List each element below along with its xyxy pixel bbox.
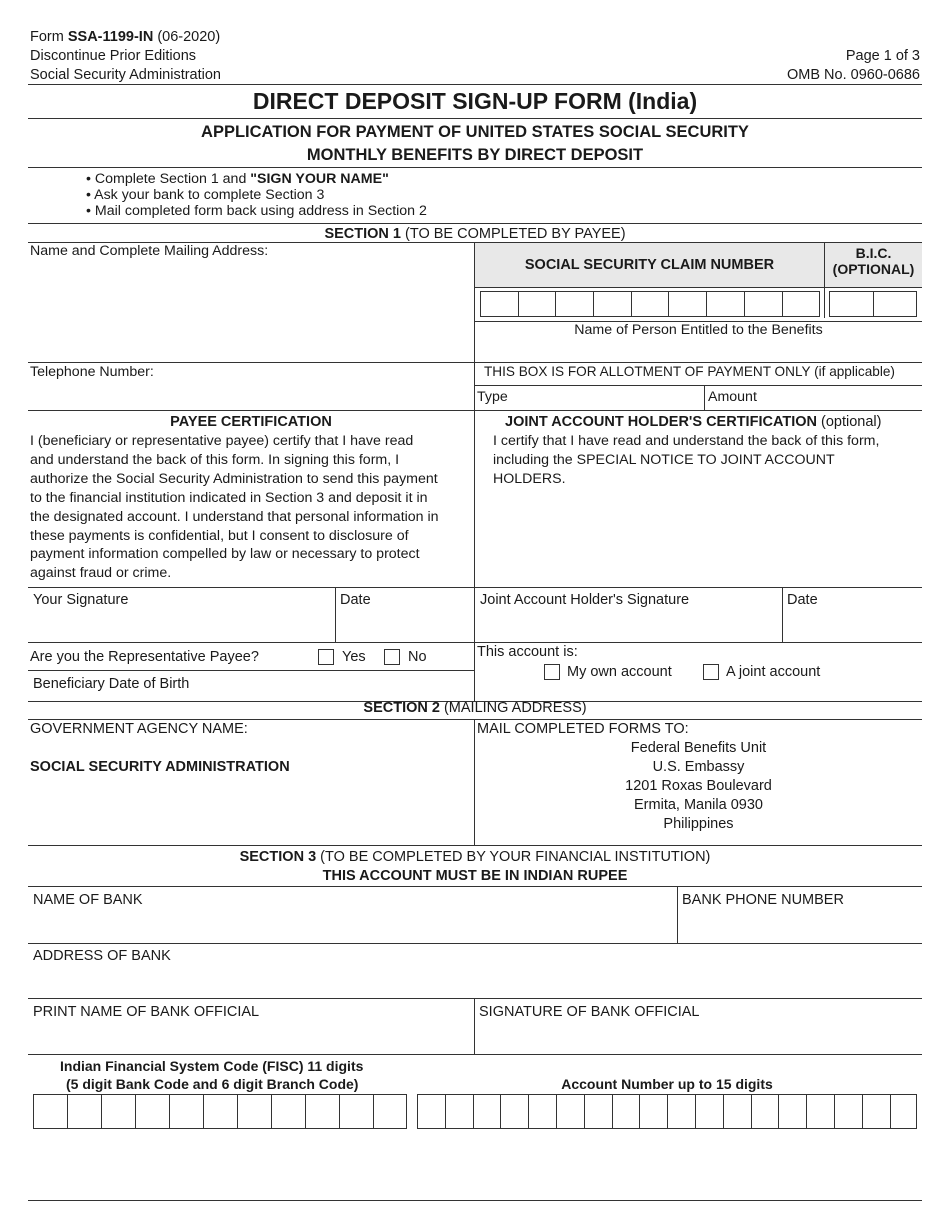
claim-number-boxes[interactable] — [480, 291, 820, 317]
address-line: Ermita, Manila 0930 — [634, 797, 763, 813]
account-number-label: Account Number up to 15 digits — [561, 1076, 773, 1092]
joint-certification-text — [493, 432, 879, 489]
date-field[interactable] — [340, 608, 470, 640]
bank-phone-label: BANK PHONE NUMBER — [682, 892, 844, 908]
digit-box[interactable] — [481, 291, 519, 317]
fisc-label-line-2: (5 digit Bank Code and 6 digit Branch Code) — [66, 1076, 359, 1092]
divider — [28, 886, 922, 887]
form-date: (06-2020) — [153, 29, 221, 45]
cert-line: authorize the Social Security Administration to send this payment — [30, 470, 438, 487]
your-signature-field[interactable] — [30, 608, 330, 640]
column-divider — [474, 242, 475, 702]
telephone-label: Telephone Number: — [30, 364, 154, 380]
mail-to-label: MAIL COMPLETED FORMS TO: — [477, 721, 689, 737]
section-3-label: SECTION 3 — [239, 849, 317, 865]
bank-phone-field[interactable] — [680, 908, 918, 940]
digit-box[interactable] — [594, 291, 632, 317]
mailing-address — [475, 739, 922, 834]
allotment-label: THIS BOX IS FOR ALLOTMENT OF PAYMENT ONLY (if applicable) — [484, 364, 895, 379]
digit-box[interactable] — [501, 1094, 529, 1129]
form-number: SSA-1199-IN — [67, 29, 154, 45]
account-number-boxes[interactable] — [417, 1094, 917, 1129]
cert-line: including the SPECIAL NOTICE TO JOINT ACCOUNT — [493, 451, 835, 468]
divider — [28, 1054, 922, 1055]
no-label: No — [408, 649, 427, 665]
form-number-line — [30, 28, 220, 46]
divider — [475, 287, 922, 288]
section-1-label: SECTION 1 — [324, 226, 401, 242]
divider — [28, 587, 922, 588]
fisc-label-line-1: Indian Financial System Code (FISC) 11 digits — [60, 1058, 364, 1074]
section-1-description: (TO BE COMPLETED BY PAYEE) — [401, 226, 626, 242]
digit-box[interactable] — [707, 291, 745, 317]
digit-box[interactable] — [863, 1094, 891, 1129]
digit-box[interactable] — [891, 1094, 917, 1129]
amount-label[interactable]: Amount — [708, 389, 757, 405]
section-1-heading — [28, 225, 922, 243]
digit-box[interactable] — [446, 1094, 474, 1129]
joint-cert-title-text: JOINT ACCOUNT HOLDER'S CERTIFICATION — [505, 414, 817, 430]
own-account-label: My own account — [567, 664, 672, 680]
no-checkbox[interactable] — [384, 649, 400, 665]
account-is-label: This account is: — [477, 644, 578, 660]
digit-box[interactable] — [830, 291, 874, 317]
divider — [28, 845, 922, 846]
digit-box[interactable] — [613, 1094, 641, 1129]
divider — [28, 223, 922, 224]
instruction-3: • Mail completed form back using address in Section 2 — [86, 203, 427, 219]
telephone-field[interactable] — [30, 380, 470, 408]
digit-box[interactable] — [752, 1094, 780, 1129]
divider — [28, 362, 922, 363]
name-address-label: Name and Complete Mailing Address: — [30, 243, 269, 259]
claim-number-label: SOCIAL SECURITY CLAIM NUMBER — [524, 257, 775, 273]
digit-box[interactable] — [640, 1094, 668, 1129]
divider — [28, 670, 474, 671]
digit-box[interactable] — [272, 1094, 306, 1129]
official-name-label: PRINT NAME OF BANK OFFICIAL — [33, 1004, 260, 1020]
cert-line: the designated account. I understand that personal information in — [30, 508, 439, 525]
payee-certification-title: PAYEE CERTIFICATION — [170, 414, 332, 430]
rep-payee-question: Are you the Representative Payee? — [30, 649, 259, 665]
digit-box[interactable] — [519, 291, 557, 317]
form-prefix: Form — [30, 29, 68, 45]
address-line: Federal Benefits Unit — [630, 740, 767, 756]
cert-line: payment information compelled by law or necessary to protect — [30, 546, 420, 563]
column-divider — [704, 385, 705, 410]
joint-date-field[interactable] — [787, 608, 917, 640]
fisc-boxes[interactable] — [33, 1094, 407, 1129]
agency-name: Social Security Administration — [30, 67, 221, 83]
digit-box[interactable] — [418, 1094, 446, 1129]
joint-date-label: Date — [787, 592, 818, 608]
bank-name-field[interactable] — [30, 908, 670, 940]
address-line: Philippines — [663, 816, 734, 832]
divider — [28, 410, 922, 411]
subtitle-line-2: MONTHLY BENEFITS BY DIRECT DEPOSIT — [306, 146, 644, 164]
cert-line: I certify that I have read and understand the back of this form, — [493, 433, 880, 449]
bank-address-label: ADDRESS OF BANK — [33, 948, 171, 964]
digit-box[interactable] — [835, 1094, 863, 1129]
yes-checkbox[interactable] — [318, 649, 334, 665]
type-label[interactable]: Type — [477, 389, 508, 405]
bic-label-line-2: (OPTIONAL) — [832, 261, 915, 277]
digit-box[interactable] — [669, 291, 707, 317]
yes-label: Yes — [342, 649, 366, 665]
page-title: DIRECT DEPOSIT SIGN-UP FORM (India) — [252, 88, 698, 114]
cert-line: and understand the back of this form. In signing this form, I — [30, 451, 400, 468]
section-2-description: (MAILING ADDRESS) — [439, 700, 587, 716]
cert-line: I (beneficiary or representative payee) certify that I have read — [30, 433, 414, 449]
bank-name-label: NAME OF BANK — [33, 892, 143, 908]
beneficiary-dob-label: Beneficiary Date of Birth — [33, 676, 190, 692]
cert-line: against fraud or crime. — [30, 565, 172, 582]
digit-box[interactable] — [557, 1094, 585, 1129]
digit-box[interactable] — [34, 1094, 68, 1129]
agency-name-label: GOVERNMENT AGENCY NAME: — [30, 721, 248, 737]
address-line: U.S. Embassy — [652, 759, 745, 775]
joint-signature-label: Joint Account Holder's Signature — [480, 592, 690, 608]
digit-box[interactable] — [68, 1094, 102, 1129]
cert-line: these payments is confidential, but I consent to disclosure of — [30, 527, 409, 544]
digit-box[interactable] — [779, 1094, 807, 1129]
discontinue-note: Discontinue Prior Editions — [30, 48, 197, 64]
digit-box[interactable] — [874, 291, 918, 317]
official-signature-label: SIGNATURE OF BANK OFFICIAL — [479, 1004, 700, 1020]
entitled-person-label: Name of Person Entitled to the Benefits — [574, 322, 823, 338]
subtitle-line-1: APPLICATION FOR PAYMENT OF UNITED STATES SOCIAL SECURITY — [201, 123, 749, 141]
bic-boxes[interactable] — [829, 291, 917, 317]
digit-box[interactable] — [136, 1094, 170, 1129]
your-signature-label: Your Signature — [33, 592, 129, 608]
instruction-1-text: • Complete Section 1 and — [86, 171, 251, 187]
rupee-notice: THIS ACCOUNT MUST BE IN INDIAN RUPEE — [322, 868, 628, 884]
date-label: Date — [340, 592, 371, 608]
divider — [475, 385, 922, 386]
cert-line: to the financial institution indicated in Section 3 and deposit it in — [30, 489, 428, 506]
digit-box[interactable] — [340, 1094, 374, 1129]
bic-label-line-1: B.I.C. — [855, 245, 892, 261]
divider — [28, 943, 922, 944]
divider — [28, 84, 922, 85]
digit-box[interactable] — [632, 291, 670, 317]
instruction-2: • Ask your bank to complete Section 3 — [86, 187, 325, 203]
joint-cert-optional: (optional) — [816, 414, 882, 430]
digit-box[interactable] — [724, 1094, 752, 1129]
column-divider — [474, 998, 475, 1054]
digit-box[interactable] — [585, 1094, 613, 1129]
divider — [28, 118, 922, 119]
column-divider — [677, 886, 678, 943]
digit-box[interactable] — [238, 1094, 272, 1129]
digit-box[interactable] — [807, 1094, 835, 1129]
divider — [28, 167, 922, 168]
official-signature-field[interactable] — [477, 1020, 918, 1052]
beneficiary-dob-field[interactable] — [210, 672, 470, 700]
section-3-heading — [28, 848, 922, 866]
digit-box[interactable] — [204, 1094, 238, 1129]
section-2-label: SECTION 2 — [363, 700, 440, 716]
digit-box[interactable] — [668, 1094, 696, 1129]
joint-account-checkbox[interactable] — [703, 664, 719, 680]
cert-line: HOLDERS. — [493, 470, 566, 487]
digit-box[interactable] — [556, 291, 594, 317]
joint-certification-title — [505, 413, 881, 431]
payee-certification-text — [30, 432, 439, 583]
instruction-1-bold: "SIGN YOUR NAME" — [250, 171, 389, 187]
page-number: Page 1 of 3 — [845, 48, 920, 64]
bottom-divider — [28, 1200, 922, 1201]
official-name-field[interactable] — [30, 1020, 470, 1052]
digit-box[interactable] — [696, 1094, 724, 1129]
joint-account-label: A joint account — [726, 664, 821, 680]
agency-name-value: SOCIAL SECURITY ADMINISTRATION — [30, 759, 290, 775]
digit-box[interactable] — [170, 1094, 204, 1129]
divider — [28, 642, 922, 643]
digit-box[interactable] — [102, 1094, 136, 1129]
section-3-description: (TO BE COMPLETED BY YOUR FINANCIAL INSTITUTION) — [316, 849, 711, 865]
digit-box[interactable] — [374, 1094, 407, 1129]
divider — [28, 998, 922, 999]
column-divider — [782, 587, 783, 642]
name-address-field[interactable] — [30, 258, 470, 360]
digit-box[interactable] — [474, 1094, 502, 1129]
own-account-checkbox[interactable] — [544, 664, 560, 680]
digit-box[interactable] — [745, 291, 783, 317]
digit-box[interactable] — [529, 1094, 557, 1129]
joint-signature-field[interactable] — [478, 608, 778, 640]
column-divider — [335, 587, 336, 642]
bank-address-field[interactable] — [30, 964, 918, 996]
digit-box[interactable] — [783, 291, 820, 317]
omb-number: OMB No. 0960-0686 — [787, 67, 920, 83]
address-line: 1201 Roxas Boulevard — [625, 778, 772, 794]
section-2-heading — [28, 699, 922, 717]
digit-box[interactable] — [306, 1094, 340, 1129]
